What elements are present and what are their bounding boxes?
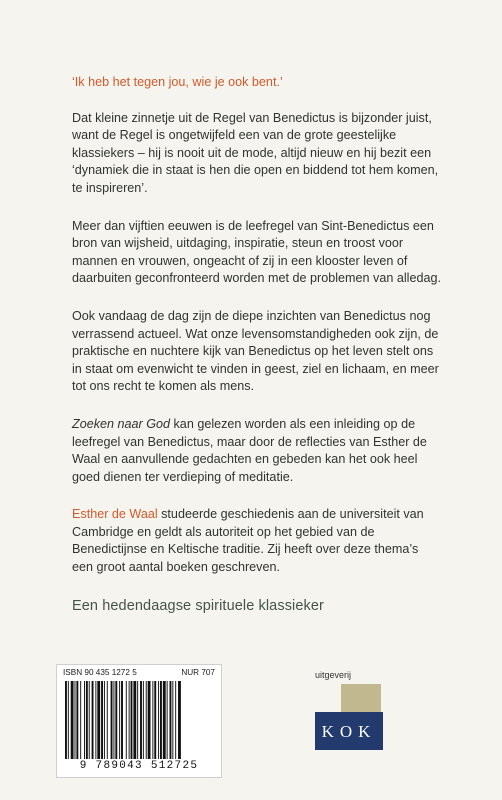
barcode-bar: [113, 681, 114, 759]
svg-text:KOK: KOK: [321, 722, 377, 741]
barcode-bar: [143, 681, 144, 759]
barcode-bar: [104, 681, 105, 759]
paragraph-3: Ook vandaag de dag zijn de diepe inzichten van Benedictus nog verrassend actueel. Wat onze levensomstandigheden ook zijn, de praktische en nuchtere kijk van Benedictus op het leven stelt ons in staat om evenwicht te vinden in geest, ziel en lichaam, en meer tot ons recht te komen als mens.: [72, 308, 439, 394]
barcode-bar: [75, 681, 76, 759]
barcode-bar: [152, 681, 153, 759]
barcode-bar: [172, 681, 173, 759]
barcode-bar: [131, 681, 133, 759]
barcode-bar: [154, 681, 156, 759]
barcode-bar: [76, 681, 78, 759]
barcode-bar: [148, 681, 151, 759]
barcode-bar: [65, 681, 67, 759]
paragraph-1: Dat kleine zinnetje uit de Regel van Benedictus is bijzonder juist, want de Regel is ongetwijfeld een van de grote geestelijke klassiekers – hij is nooit uit de mode, altijd nieuw en hij bezit een ‘dynamiek die in staat is hen die open en biddend tot hem komen, te inspireren’.: [72, 110, 439, 195]
ean-number: 9 789043 512725: [79, 760, 199, 772]
publisher-label: uitgeverij: [315, 670, 352, 680]
nur-text: NUR 707: [181, 668, 215, 677]
barcode-bar: [140, 681, 142, 759]
barcode-bar: [84, 681, 85, 759]
barcode-bar: [133, 681, 136, 759]
paragraph-4: [72, 416, 442, 486]
barcode-bar: [163, 681, 166, 759]
barcode-bar: [126, 681, 127, 759]
book-title: Zoeken naar God: [72, 416, 171, 431]
barcode-bar: [95, 681, 96, 759]
barcode-block: [56, 664, 222, 778]
barcode-bar: [71, 681, 74, 759]
barcode-bar: [170, 681, 172, 759]
barcode-bar: [101, 681, 103, 759]
barcode-bar: [107, 681, 108, 759]
barcode-bar: [80, 681, 81, 759]
paragraph-5-text: studeerde geschiedenis aan de universiteit van Cambridge en geldt als autoriteit op het gebied van de Benedictijnse en Keltische traditie. Zij heeft over deze thema’s een groot aantal boeken geschreven.: [72, 507, 424, 575]
paragraph-5: [72, 506, 442, 576]
isbn-text: ISBN 90 435 1272 5: [63, 668, 137, 677]
author-name: Esther de Waal: [72, 507, 158, 522]
paragraph-2: Meer dan vijftien eeuwen is de leefregel van Sint-Benedictus een bron van wijsheid, uitdaging, inspiratie, steun en troost voor mannen en vrouwen, ongeacht of zij in een klooster leven of daarbuiten geconfronteerd worden met de problemen van alledag.: [72, 218, 441, 286]
barcode-bar: [92, 681, 94, 759]
barcode-bar: [158, 681, 159, 759]
barcode-bar: [146, 681, 147, 759]
publisher-logo: [315, 668, 395, 748]
barcode-bar: [160, 681, 162, 759]
barcode-bar: [129, 681, 130, 759]
tagline: Een hedendaagse spirituele klassieker: [72, 598, 324, 614]
barcode-bar: [97, 681, 100, 759]
barcode-bar: [111, 681, 113, 759]
barcode-bars: [63, 681, 215, 759]
barcode-bar: [68, 681, 69, 759]
barcode-bar: [115, 681, 117, 759]
barcode-bar: [178, 681, 181, 759]
isbn-line: [63, 668, 215, 677]
barcode-bar: [167, 681, 168, 759]
paragraph-4-text: kan gelezen worden als een inleiding op de leefregel van Benedictus, maar door de reflecties van Esther de Waal en aanvullende gedachten en gebeden kan het ook heel goed dienen ter verdieping of meditatie.: [72, 416, 427, 484]
opening-quote: ‘Ik heb het tegen jou, wie je ook bent.’: [72, 75, 283, 89]
blurb-text: [72, 74, 442, 597]
barcode-bar: [175, 681, 176, 759]
barcode-bar: [121, 681, 123, 759]
kok-logo-icon: [315, 684, 395, 750]
barcode-bar: [119, 681, 120, 759]
barcode-bar: [89, 681, 90, 759]
barcode-bar: [86, 681, 88, 759]
barcode-bar: [137, 681, 138, 759]
